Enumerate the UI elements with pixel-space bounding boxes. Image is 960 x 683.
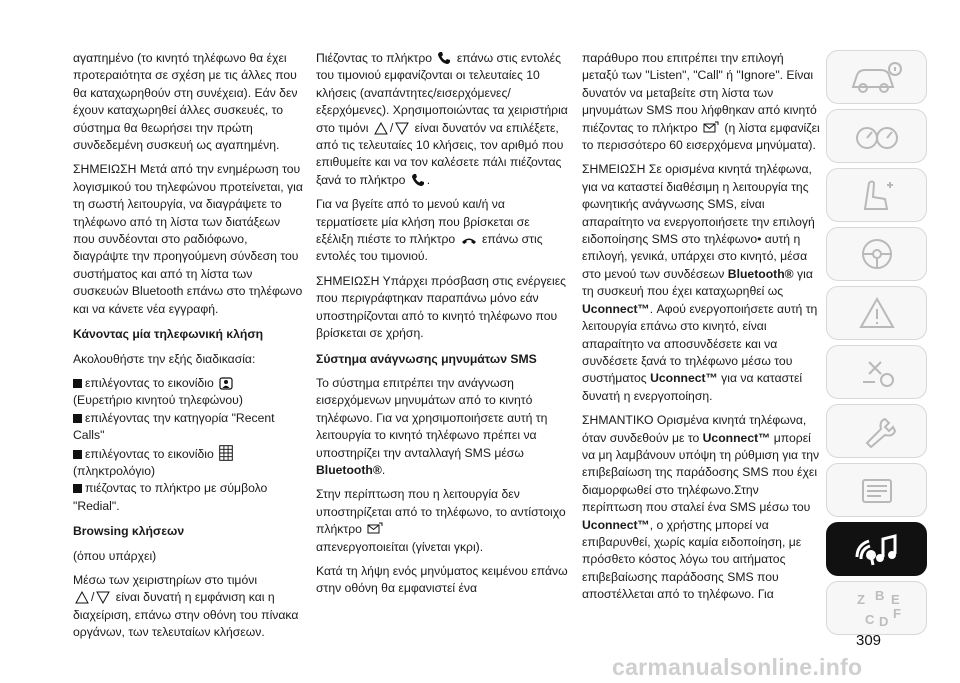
warning-icon [847, 293, 907, 333]
tab-index [826, 581, 927, 635]
bullet-text: (πληκτρολόγιο) [73, 463, 156, 478]
watermark: carmanualsonline.info [612, 654, 863, 680]
tab-multimedia [826, 522, 927, 576]
note-paragraph: ΣΗΜΕΙΩΣΗ Σε ορισμένα κινητά τηλέφωνα, για να καταστεί διαθέσιμη η λειτουργία της φωνητικής ανάγνωσης SMS, είναι απαραίτητο να ενεργοποιήσετε την επιλογή ειδοποίησης SMS στο τηλέφωνο• αυτή η επιλογή, γενικά, υπάρχει στο κινητό, μέσα στο μενού των συνδέσεων Bluetooth® για τη συσκευή που έχει καταχωρηθεί ως Uconnect™. Αφού ενεργοποιήσετε αυτή τη λειτουργία επάνω στο κινητό, είναι απαραίτητο να αποσυνδέσετε και να συνδέσετε ξανά το τηλέφωνο μέσω του συστήματος Uconnect™ για να καταστεί δυνατή η ενεργοποίηση. [582, 162, 818, 403]
paragraph: Μέσω των χειριστηρίων στο τιμόνι / είναι δυνατή η εμφάνιση και η διαχείριση, επάνω στην οθόνη του πίνακα οργάνων, των τελευταίων κλήσεων. [73, 572, 299, 640]
column-2 [316, 50, 570, 605]
tab-warning [826, 286, 927, 340]
bullet-text: (Ευρετήριο κινητού τηλεφώνου) [73, 393, 243, 408]
phonebook-icon [219, 377, 233, 390]
phone-call-icon [411, 173, 425, 187]
important-paragraph: ΣΗΜΑΝΤΙΚΟ Ορισμένα κινητά τηλέφωνα, όταν συνδεθούν με το Uconnect™ μπορεί να μη λαμβάνουν υπόψη τη ρύθμιση για την επιβεβαίωση της παράδοσης SMS που έχει διαμορφωθεί στο τηλέφωνο.Στην περίπτωση που σταλεί ένα SMS μέσω του Uconnect™, ο χρήστης μπορεί να επιβαρυνθεί, χωρίς καμία ειδοποίηση, με πρόσθετο κόστος λόγω του αιτήματος επιβεβαίωσης παράδοσης SMS που αποστέλλεται από το τηλέφωνο. Για [582, 413, 820, 602]
tab-dashboard [826, 109, 927, 163]
svg-text:B: B [874, 588, 884, 603]
bullet-item: επιλέγοντας το εικονίδιο [73, 375, 305, 392]
bullet-icon [73, 379, 82, 388]
arrow-up-icon [75, 591, 89, 604]
note-paragraph: ΣΗΜΕΙΩΣΗ Υπάρχει πρόσβαση στις ενέργειες που περιγράφτηκαν παραπάνω μόνο εάν υποστηρίζονται από το κινητό τηλέφωνο που βρίσκεται σε χρήση. [316, 273, 567, 341]
emergency-icon [847, 352, 907, 392]
dashboard-icon [847, 116, 907, 156]
section-heading: Κάνοντας μία τηλεφωνική κλήση [73, 327, 264, 342]
tab-car-info [826, 50, 927, 104]
paragraph: Για να βγείτε από το μενού και/ή να τερματίσετε μία κλήση που βρίσκεται σε εξέλιξη πιέστε το πλήκτρο επάνω στις εντολές του τιμονιού. [316, 197, 543, 264]
tab-technical-data [826, 463, 927, 517]
alphabet-index-icon [847, 586, 907, 630]
wrench-icon [847, 411, 907, 451]
multimedia-icon [847, 527, 907, 571]
paragraph: αγαπημένο (το κινητό τηλέφωνο θα έχει προτεραιότητα σε σχέση με τις άλλες που θα καταχωρηθούν στη συνέχεια). Εάν δεν έχουν καταχωρηθεί άλλες συσκευές, το σύστημα θα θεωρήσει την πρώτη συνδεδεμένη συσκευή ως αγαπημένη. [73, 51, 298, 153]
paragraph: Πιέζοντας το πλήκτρο επάνω στις εντολές του τιμονιού εμφανίζονται οι τελευταίες 10 κλήσεις (αναπάντητες/εισερχόμενες/εξερχόμενες). Χρησιμοποιώντας τα χειριστήρια στο τιμόνι / είναι δυνατόν να επιλέξετε, από τις τελευταίες 10 κλήσεις, τον αριθμό που επιθυμείτε και να τον καλέσετε πάλι πιέζοντας ξανά το πλήκτρο . [316, 51, 568, 187]
bullet-icon [73, 414, 82, 423]
tab-safety [826, 168, 927, 222]
column-3 [582, 50, 822, 611]
section-heading: Browsing κλήσεων [73, 524, 185, 539]
bullet-item: πιέζοντας το πλήκτρο με σύμβολο "Redial". [73, 481, 268, 513]
paragraph: Κατά τη λήψη ενός μηνύματος κειμένου επάνω στην οθόνη θα εμφανιστεί ένα [316, 563, 568, 596]
chapter-tabs [826, 50, 927, 640]
svg-text:Z: Z [856, 592, 865, 607]
sms-icon [703, 121, 719, 135]
svg-text:F: F [892, 606, 901, 621]
paragraph: παράθυρο που επιτρέπει την επιλογή μεταξύ των "Listen", "Call" ή "Ignore". Είναι δυνατόν να μεταβείτε στη λίστα των μηνυμάτων SMS που λήφθηκαν από κινητό πιέζοντας το πλήκτρο (η λίστα εμφανίζει το περισσότερο 60 εισερχόμενα μηνύματα). [582, 51, 820, 153]
section-heading: Σύστημα ανάγνωσης μηνυμάτων SMS [316, 351, 537, 366]
steering-wheel-icon [847, 234, 907, 274]
column-1 [73, 50, 305, 649]
arrow-up-icon [374, 122, 388, 135]
paragraph: Ακολουθήστε την εξής διαδικασία: [73, 351, 256, 366]
svg-text:D: D [878, 614, 888, 629]
page-number: 309 [856, 632, 882, 649]
bullet-icon [73, 450, 82, 459]
paragraph: Στην περίπτωση που η λειτουργία δεν υποστηρίζεται από το τηλέφωνο, το αντίστοιχο πλήκτρο [316, 487, 566, 537]
paragraph: Το σύστημα επιτρέπει την ανάγνωση εισερχόμενων μηνυμάτων από το κινητό τηλέφωνο. Για να χρησιμοποιήσετε αυτή τη λειτουργία το κινητό τηλέφωνο πρέπει να υποστηρίζει την ανταλλαγή SMS μέσω Bluetooth®. [316, 375, 548, 477]
technical-data-icon [847, 470, 907, 510]
note-paragraph: ΣΗΜΕΙΩΣΗ Μετά από την ενημέρωση του λογισμικού του τηλεφώνου προτείνεται, για τη σωστή λειτουργία, να διαγράψετε το τηλέφωνο από τη λίστα των διατάξεων που συνδέονται στο ραδιόφωνο, διαγράψτε την προηγούμενη σύνδεση του συστήματος και από τη λίστα των συσκευών Bluetooth επάνω στο τηλέφωνο και να κάνετε νέα εγγραφή. [73, 162, 303, 316]
phone-call-icon [437, 51, 451, 65]
tab-starting [826, 227, 927, 281]
bullet-icon [73, 484, 82, 493]
bullet-item: επιλέγοντας την κατηγορία "Recent Calls" [73, 410, 275, 443]
keypad-icon [219, 445, 233, 461]
paragraph: απενεργοποιείται (γίνεται γκρι). [316, 539, 484, 554]
car-info-icon [847, 57, 907, 97]
arrow-down-icon [395, 122, 409, 135]
sms-icon [367, 522, 383, 536]
svg-text:C: C [864, 612, 874, 627]
seat-safety-icon [847, 175, 907, 215]
svg-text:E: E [890, 592, 900, 607]
phone-hangup-icon [461, 236, 477, 246]
paragraph: (όπου υπάρχει) [73, 548, 157, 563]
tab-emergency [826, 345, 927, 399]
bullet-item: επιλέγοντας το εικονίδιο [73, 445, 305, 463]
tab-maintenance [826, 404, 927, 458]
arrow-down-icon [96, 591, 110, 604]
